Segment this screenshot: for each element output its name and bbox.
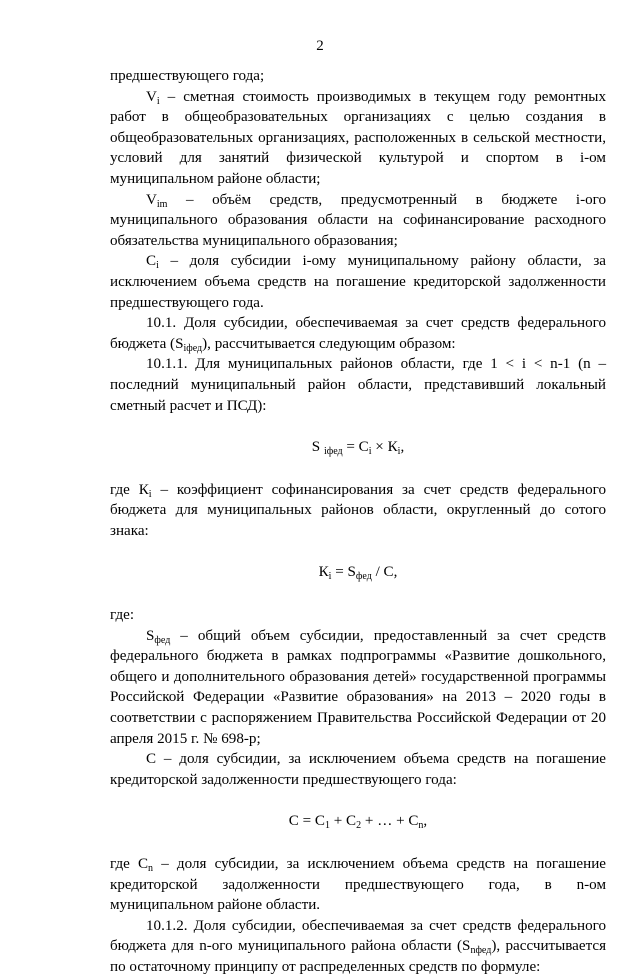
subscript-fed: фед <box>154 634 171 646</box>
formula-subscript: 2 <box>356 820 362 832</box>
page-number: 2 <box>316 38 324 54</box>
symbol-v: V <box>146 88 157 105</box>
paragraph-vim-definition <box>110 190 606 252</box>
text-part: 10.1. Доля субсидии, обеспечиваемая за счет средств федерального бюджета (S <box>110 315 606 352</box>
paragraph-sfed-definition <box>110 626 606 750</box>
paragraph-10-1-1: 10.1.1. Для муниципальных районов области, где 1 < i < n-1 (n – последний муниципальный район области, представивший локальный сметный расчет и ПСД): <box>110 356 606 414</box>
vi-definition-text: – сметная стоимость производимых в текущем году ремонтных работ в общеобразовательных организациях с целью создания в общеобразовательных организациях, расположенных в сельской местности, условий для занятий физической культурой и спортом в i-ом муниципальном районе области; <box>110 88 606 187</box>
formula-s-ifed <box>110 437 606 458</box>
paragraph-prev-year: предшествующего года; <box>110 68 265 84</box>
formula-part: + С <box>330 813 357 830</box>
formula-part: , <box>423 813 428 830</box>
text-part: – доля субсидии, за исключением объема средств на погашение кредиторской задолженности предшествующего года, в n-ом муниципальном районе области. <box>110 856 606 914</box>
formula-subscript: i <box>368 446 372 458</box>
formula-part: С = С <box>288 813 325 830</box>
formula-part: S <box>311 439 324 456</box>
text-part: 10.1.2. Доля субсидии, обеспечиваемая за счет средств федерального бюджета для n-ого муниципального района области (S <box>110 917 606 955</box>
formula-subscript: фед <box>355 571 372 583</box>
formula-subscript: iфед <box>323 446 343 458</box>
formula-part: = S <box>331 564 356 581</box>
vim-definition-text: – объём средств, предусмотренный в бюджете i-ого муниципального образования области на софинансирование расходного обязательства муниципального образования; <box>110 191 606 249</box>
document-body <box>110 66 606 978</box>
formula-subscript: n <box>418 820 424 832</box>
formula-subscript: 1 <box>325 820 330 832</box>
paragraph-c-definition: С – доля субсидии, за исключением объема средств на погашение кредиторской задолженности предшествующего года: <box>110 751 606 788</box>
formula-part: × К <box>371 439 398 456</box>
paragraph-ki-definition <box>110 480 606 542</box>
text-part: где К <box>110 481 149 498</box>
text-part: ), рассчитывается по остаточному принципу от распределенных средств по формуле: <box>110 938 607 975</box>
formula-part: = C <box>342 439 369 456</box>
formula-part: + … + С <box>361 813 419 830</box>
paragraph-10-1 <box>110 313 606 354</box>
subscript-i: i <box>156 95 160 107</box>
ci-definition-text: – доля субсидии i-ому муниципальному району области, за исключением объема средств на погашение кредиторской задолженности предшествующего года. <box>110 253 606 311</box>
formula-ki <box>110 562 606 583</box>
symbol-v: V <box>146 191 157 208</box>
formula-subscript: i <box>397 446 401 458</box>
text-part: – коэффициент софинансирования за счет средств федерального бюджета для муниципальных районов области, округленный до сотого знака: <box>110 481 606 539</box>
text-part: S <box>146 627 155 644</box>
subscript-i: i <box>148 488 152 500</box>
text-part: – общий объем субсидии, предоставленный за счет средств федерального бюджета в рамках подпрограммы «Развитие дошкольного, общего и дополнительного образования детей» государственной программы Российской Федерации «Развитие образования» на 2013 – 2020 годы в соответствии с распоряжением Правительства Российской Федерации от 20 апреля 2015 г. № 698-р; <box>110 627 606 747</box>
subscript-n: n <box>148 863 154 874</box>
formula-c-sum <box>110 811 606 832</box>
formula-part: К <box>318 564 329 581</box>
paragraph-vi-definition <box>110 87 606 190</box>
subscript-ifed: iфед <box>183 342 203 354</box>
subscript-im: im <box>156 198 168 210</box>
paragraph-where: где: <box>110 607 135 624</box>
paragraph-10-1-2 <box>110 916 606 978</box>
formula-subscript: i <box>328 571 332 583</box>
text-part: ), рассчитывается следующим образом: <box>202 335 456 352</box>
subscript-nfed: nфед <box>470 945 492 957</box>
text-part: где С <box>110 856 149 872</box>
paragraph-ci-definition <box>110 251 606 313</box>
paragraph-cn-definition <box>110 854 606 916</box>
formula-part: / С, <box>371 564 398 581</box>
formula-part: , <box>400 439 405 456</box>
symbol-c: C <box>146 253 157 270</box>
subscript-i: i <box>156 260 159 272</box>
